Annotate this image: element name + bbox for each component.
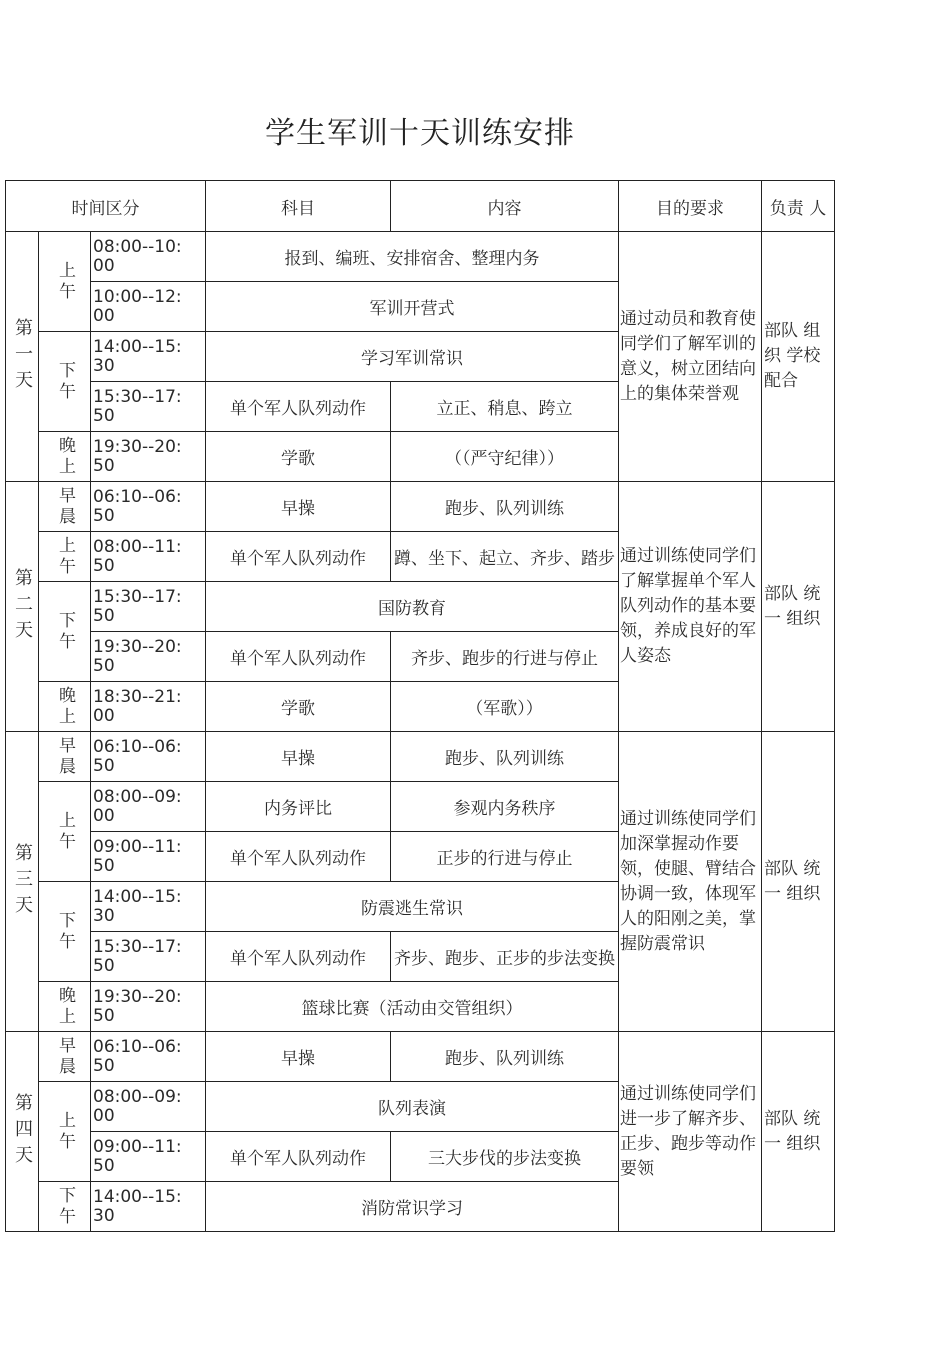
period-cell	[39, 432, 91, 482]
time-range: 19:30--20: 50	[91, 982, 206, 1032]
period-label: 上午	[55, 535, 75, 578]
time-range: 08:00--10: 00	[91, 232, 206, 282]
period-cell	[39, 532, 91, 582]
goal-cell: 通过训练使同学们进一步了解齐步、正步、跑步等动作要领	[619, 1032, 762, 1232]
time-range: 18:30--21: 00	[91, 682, 206, 732]
table-row	[6, 232, 835, 282]
time-range: 08:00--09: 00	[91, 782, 206, 832]
subject-cell: 消防常识学习	[206, 1182, 619, 1232]
header-time: 时间区分	[6, 181, 206, 232]
responsible-cell: 部队 统一 组织	[762, 482, 835, 732]
subject-cell: 学歌	[206, 432, 391, 482]
content-cell: （军歌））	[391, 682, 619, 732]
day-label: 第三天	[12, 842, 33, 921]
goal-cell: 通过训练使同学们加深掌握动作要领，使腿、臂结合协调一致，体现军人的阳刚之美，掌握防震常识	[619, 732, 762, 1032]
time-range: 15:30--17: 50	[91, 582, 206, 632]
content-cell: 齐步、跑步的行进与停止	[391, 632, 619, 682]
period-label: 晚上	[55, 435, 75, 478]
period-cell	[39, 782, 91, 882]
subject-cell: 国防教育	[206, 582, 619, 632]
period-label: 下午	[55, 360, 75, 403]
subject-cell: 单个军人队列动作	[206, 532, 391, 582]
time-range: 08:00--11: 50	[91, 532, 206, 582]
header-responsible: 负责 人	[762, 181, 835, 232]
period-cell	[39, 332, 91, 432]
table-row	[6, 732, 835, 782]
period-label: 早晨	[55, 735, 75, 778]
subject-cell: 学习军训常识	[206, 332, 619, 382]
period-cell	[39, 1082, 91, 1182]
header-goal: 目的要求	[619, 181, 762, 232]
time-range: 08:00--09: 00	[91, 1082, 206, 1132]
header-subject: 科目	[206, 181, 391, 232]
goal-cell: 通过训练使同学们了解掌握单个军人队列动作的基本要领，养成良好的军人姿态	[619, 482, 762, 732]
schedule-table	[5, 180, 835, 1232]
period-cell	[39, 1032, 91, 1082]
period-cell	[39, 482, 91, 532]
content-cell: 参观内务秩序	[391, 782, 619, 832]
header-content: 内容	[391, 181, 619, 232]
responsible-cell: 部队 统一 组织	[762, 1032, 835, 1232]
period-label: 早晨	[55, 485, 75, 528]
time-range: 06:10--06: 50	[91, 482, 206, 532]
subject-cell: 报到、编班、安排宿舍、整理内务	[206, 232, 619, 282]
subject-cell: 早操	[206, 482, 391, 532]
responsible-cell: 部队 统一 组织	[762, 732, 835, 1032]
table-row	[6, 1032, 835, 1082]
content-cell: 立正、稍息、跨立	[391, 382, 619, 432]
period-label: 上午	[55, 1110, 75, 1153]
period-cell	[39, 882, 91, 982]
subject-cell: 早操	[206, 1032, 391, 1082]
period-label: 下午	[55, 910, 75, 953]
time-range: 15:30--17: 50	[91, 382, 206, 432]
table-row	[6, 482, 835, 532]
period-label: 上午	[55, 260, 75, 303]
time-range: 14:00--15: 30	[91, 332, 206, 382]
time-range: 06:10--06: 50	[91, 1032, 206, 1082]
subject-cell: 单个军人队列动作	[206, 932, 391, 982]
subject-cell: 单个军人队列动作	[206, 1132, 391, 1182]
day-label: 第一天	[12, 317, 33, 396]
content-cell: 正步的行进与停止	[391, 832, 619, 882]
time-range: 09:00--11: 50	[91, 832, 206, 882]
page-title: 学生军训十天训练安排	[265, 116, 575, 151]
subject-cell: 内务评比	[206, 782, 391, 832]
subject-cell: 军训开营式	[206, 282, 619, 332]
time-range: 19:30--20: 50	[91, 632, 206, 682]
day-label-cell	[6, 232, 39, 482]
content-cell: 跑步、队列训练	[391, 482, 619, 532]
period-label: 晚上	[55, 685, 75, 728]
subject-cell: 学歌	[206, 682, 391, 732]
period-cell	[39, 682, 91, 732]
period-cell	[39, 732, 91, 782]
period-label: 上午	[55, 810, 75, 853]
day-label: 第二天	[12, 567, 33, 646]
day-label: 第四天	[12, 1092, 33, 1171]
goal-cell: 通过动员和教育使同学们了解军训的意义，树立团结向上的集体荣誉观	[619, 232, 762, 482]
subject-cell: 队列表演	[206, 1082, 619, 1132]
content-cell: 蹲、坐下、起立、齐步、踏步	[391, 532, 619, 582]
period-cell	[39, 582, 91, 682]
period-cell	[39, 232, 91, 332]
content-cell: 三大步伐的步法变换	[391, 1132, 619, 1182]
period-cell	[39, 982, 91, 1032]
responsible-cell: 部队 组织 学校配合	[762, 232, 835, 482]
subject-cell: 单个军人队列动作	[206, 382, 391, 432]
content-cell: 跑步、队列训练	[391, 1032, 619, 1082]
period-label: 早晨	[55, 1035, 75, 1078]
day-label-cell	[6, 732, 39, 1032]
subject-cell: 篮球比赛（活动由交管组织）	[206, 982, 619, 1032]
period-label: 晚上	[55, 985, 75, 1028]
period-label: 下午	[55, 610, 75, 653]
time-range: 14:00--15: 30	[91, 882, 206, 932]
time-range: 06:10--06: 50	[91, 732, 206, 782]
time-range: 15:30--17: 50	[91, 932, 206, 982]
period-cell	[39, 1182, 91, 1232]
subject-cell: 单个军人队列动作	[206, 632, 391, 682]
content-cell: （（严守纪律））	[391, 432, 619, 482]
period-label: 下午	[55, 1185, 75, 1228]
subject-cell: 单个军人队列动作	[206, 832, 391, 882]
subject-cell: 早操	[206, 732, 391, 782]
time-range: 09:00--11: 50	[91, 1132, 206, 1182]
subject-cell: 防震逃生常识	[206, 882, 619, 932]
time-range: 19:30--20: 50	[91, 432, 206, 482]
content-cell: 跑步、队列训练	[391, 732, 619, 782]
day-label-cell	[6, 1032, 39, 1232]
time-range: 14:00--15: 30	[91, 1182, 206, 1232]
day-label-cell	[6, 482, 39, 732]
content-cell: 齐步、跑步、正步的步法变换	[391, 932, 619, 982]
time-range: 10:00--12: 00	[91, 282, 206, 332]
